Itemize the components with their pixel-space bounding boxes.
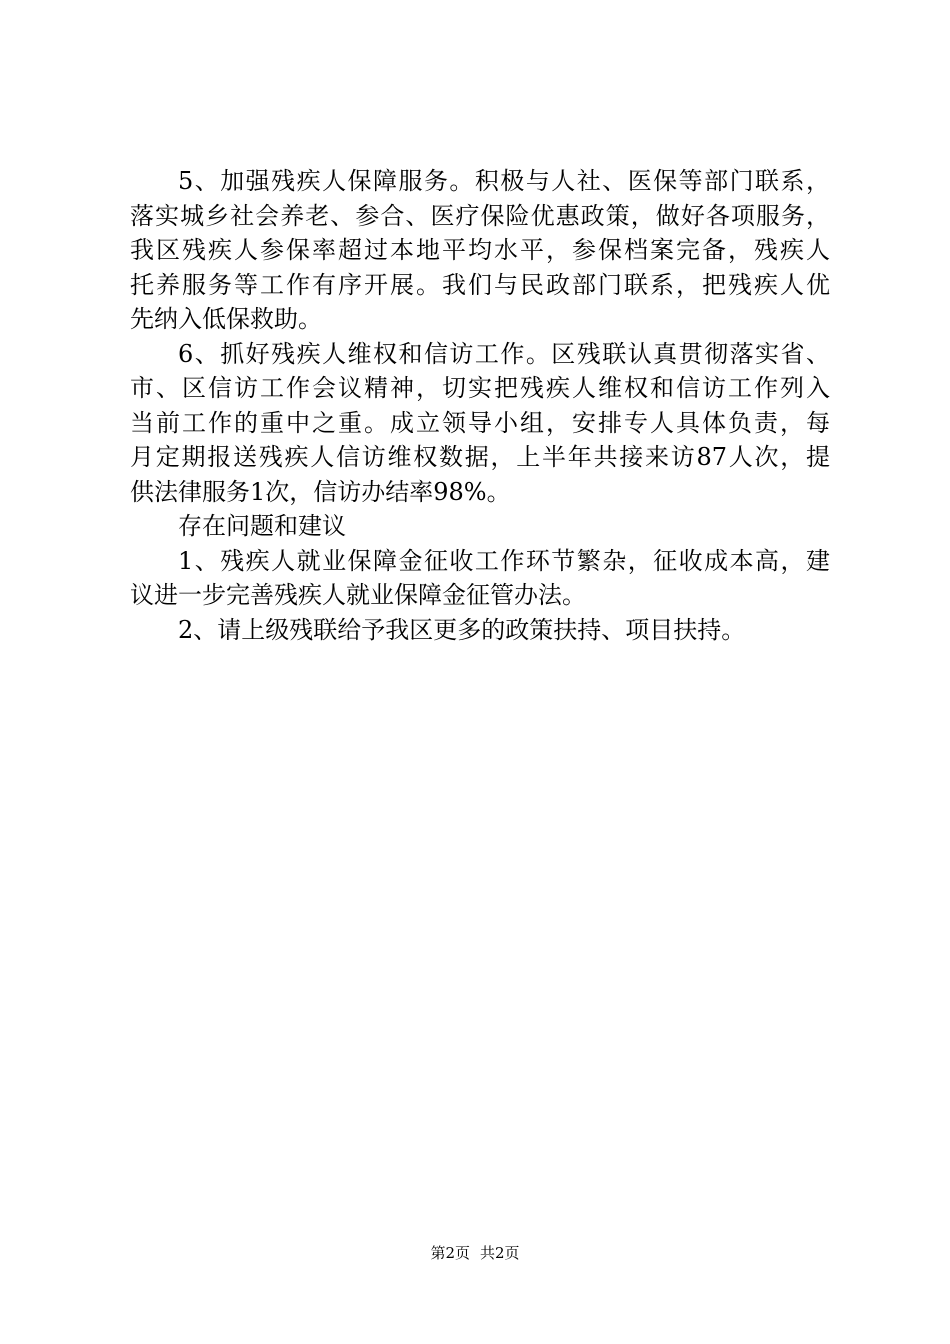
document-body [130, 164, 830, 647]
page-number: 第2页 [430, 1244, 470, 1262]
paragraph-6-line-5: 供法律服务1次，信访办结率98%。 [130, 477, 511, 506]
paragraph-6-line-1: 6、抓好残疾人维权和信访工作。区残联认真贯彻落实省、 [178, 339, 830, 368]
paragraph-6-line-2: 市、区信访工作会议精神，切实把残疾人维权和信访工作列入 [130, 374, 830, 402]
page-footer [0, 1243, 950, 1263]
paragraph-5-line-1: 5、加强残疾人保障服务。积极与人社、医保等部门联系， [178, 167, 830, 195]
suggestion-1-line-2: 议进一步完善残疾人就业保障金征管办法。 [130, 581, 586, 609]
paragraph-5-line-3: 我区残疾人参保率超过本地平均水平，参保档案完备，残疾人 [130, 236, 830, 264]
suggestion-2-line-1: 2、请上级残联给予我区更多的政策扶持、项目扶持。 [178, 615, 746, 644]
paragraph-6-line-4: 月定期报送残疾人信访维权数据，上半年共接来访87人次，提 [130, 443, 830, 471]
paragraph-5-line-2: 落实城乡社会养老、参合、医疗保险优惠政策，做好各项服务， [130, 201, 830, 230]
section-heading: 存在问题和建议 [178, 512, 346, 540]
paragraph-5-line-4: 托养服务等工作有序开展。我们与民政部门联系，把残疾人优 [130, 270, 830, 299]
page-total: 共2页 [480, 1244, 520, 1262]
paragraph-5-line-5: 先纳入低保救助。 [130, 305, 322, 333]
suggestion-1-line-1: 1、残疾人就业保障金征收工作环节繁杂，征收成本高，建 [178, 546, 830, 575]
paragraph-6-line-3: 当前工作的重中之重。成立领导小组，安排专人具体负责，每 [130, 408, 830, 437]
